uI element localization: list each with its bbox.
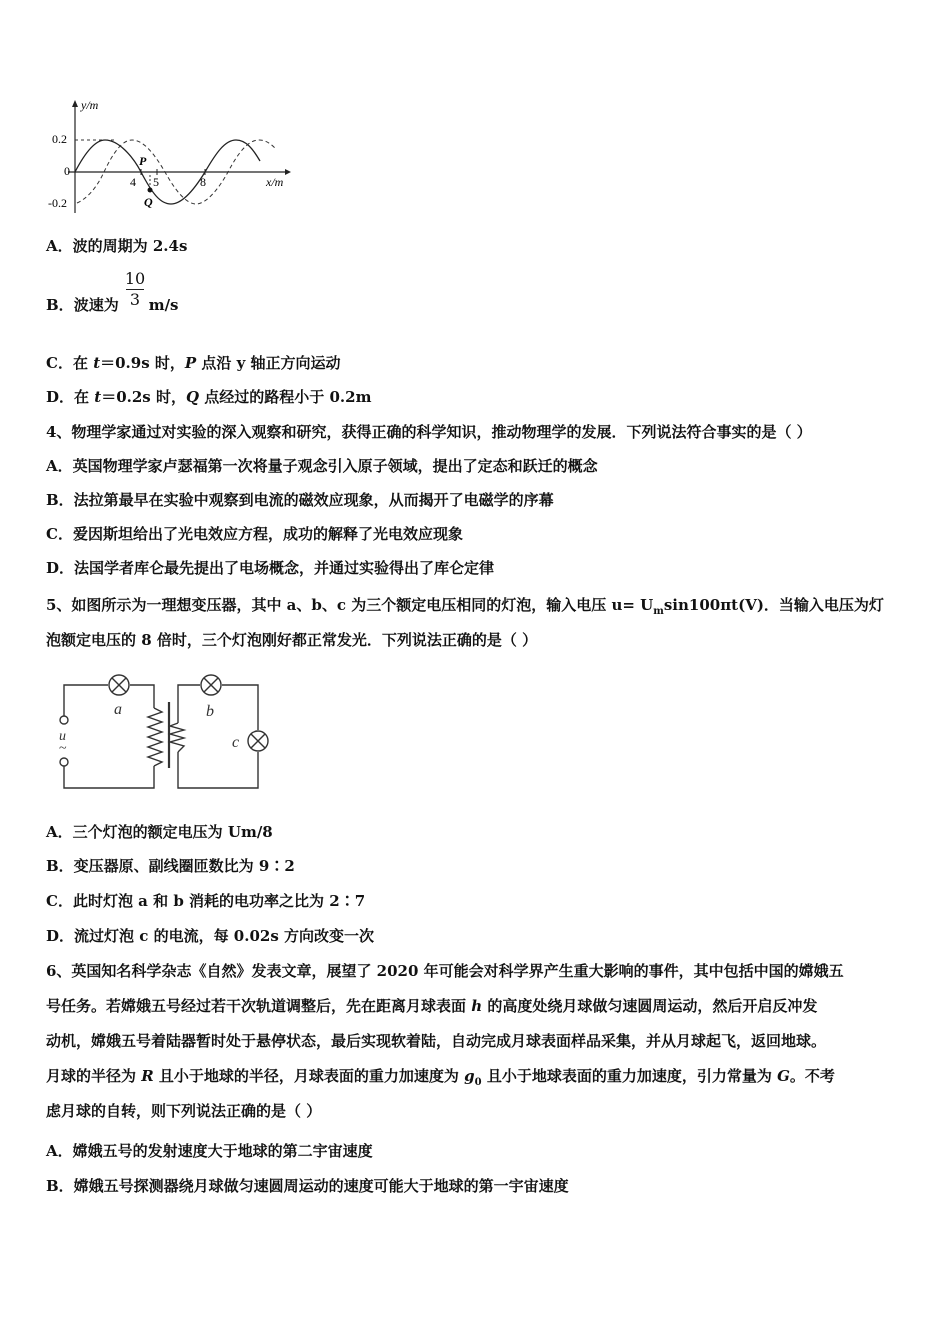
- point-q-label: Q: [144, 195, 153, 209]
- q3-c-letter: C．: [46, 354, 73, 372]
- x-tick-5: 5: [153, 175, 159, 189]
- input-terminal-bottom: [60, 758, 68, 766]
- q3-option-a: [46, 236, 187, 256]
- q5-option-a: A．三个灯泡的额定电压为 Um/8: [46, 823, 273, 841]
- q3-c-p3: 点沿 y 轴正方向运动: [196, 354, 341, 372]
- q6-l4-R: R: [141, 1067, 154, 1085]
- y-axis-label: y/m: [81, 98, 99, 112]
- primary-coil: [148, 708, 162, 766]
- q4-option-c: C．爱因斯坦给出了光电效应方程，成功的解释了光电效应现象: [46, 525, 463, 543]
- q6-option-a: A．嫦娥五号的发射速度大于地球的第二宇宙速度: [46, 1142, 373, 1160]
- q3-b-prefix: 波速为: [73, 296, 119, 314]
- q3-a-text: 波的周期为 2.4s: [72, 237, 188, 255]
- q5-stem-line1: [46, 595, 884, 622]
- q3-b-denominator: 3: [129, 290, 141, 309]
- q4-option-d: D．法国学者库仑最先提出了电场概念，并通过实验得出了库仑定律: [46, 559, 495, 577]
- y-tick-0: 0.2: [52, 132, 67, 146]
- point-q-dot: [148, 188, 153, 193]
- x-tick-8: 8: [200, 175, 206, 189]
- q6-l4-g: g: [464, 1067, 475, 1085]
- transformer-circuit: [50, 668, 280, 804]
- input-u-label: u: [59, 729, 66, 744]
- q6-l4-p3: 且小于地球表面的重力加速度，引力常量为: [481, 1067, 778, 1085]
- q3-option-c: [46, 353, 341, 373]
- q3-a-letter: A．: [46, 237, 73, 255]
- q4-option-a: A．英国物理学家卢瑟福第一次将量子观念引入原子领域，提出了定态和跃迁的概念: [46, 457, 598, 475]
- q6-l2-p1: 号任务。若嫦娥五号经过若干次轨道调整后，先在距离月球表面: [46, 997, 472, 1015]
- x-tick-4: 4: [130, 175, 136, 189]
- q3-option-d: [46, 387, 371, 407]
- q5-stem-p1: 5、如图所示为一理想变压器，其中 a、b、c 为三个额定电压相同的灯泡，输入电压 u= U: [46, 596, 654, 614]
- y-axis-arrow: [72, 100, 78, 107]
- q3-c-p1: 在: [72, 354, 94, 372]
- q3-option-b: [46, 295, 179, 315]
- q3-d-point: Q: [185, 388, 200, 406]
- q6-line1: 6、英国知名科学杂志《自然》发表文章，展望了 2020 年可能会对科学界产生重大影响的事件，其中包括中国的嫦娥五: [46, 962, 844, 980]
- q5-stem-line2: 泡额定电压的 8 倍时，三个灯泡刚好都正常发光．下列说法正确的是（ ）: [46, 631, 538, 649]
- secondary-wire-bottom: [178, 752, 258, 788]
- q6-l4-G: G: [777, 1067, 790, 1085]
- q5-option-d: D．流过灯泡 c 的电流，每 0.02s 方向改变一次: [46, 927, 375, 945]
- q3-d-p2: ＝0.2s 时，: [101, 388, 186, 406]
- q6-l4-p1: 月球的半径为: [46, 1067, 142, 1085]
- q6-line2: [46, 996, 817, 1016]
- point-p-label: P: [139, 154, 147, 168]
- q3-c-p2: ＝0.9s 时，: [100, 354, 185, 372]
- q6-l4-p4: 。不考: [789, 1067, 835, 1085]
- q3-d-p3: 点经过的路程小于 0.2m: [199, 388, 372, 406]
- secondary-wire-right: [222, 685, 258, 730]
- primary-wire-bottom: [64, 766, 154, 788]
- q3-b-letter: B．: [46, 296, 74, 314]
- q3-d-p1: 在: [74, 388, 95, 406]
- q3-c-point: P: [184, 354, 197, 372]
- input-ac-symbol: ~: [59, 741, 67, 756]
- secondary-coil: [170, 723, 184, 752]
- input-terminal-top: [60, 716, 68, 724]
- q6-l2-var: h: [471, 997, 483, 1015]
- q3-b-fraction: [124, 270, 146, 309]
- lamp-c-label: c: [232, 734, 240, 751]
- q6-l4-p2: 且小于地球的半径，月球表面的重力加速度为: [153, 1067, 465, 1085]
- q3-b-unit: m/s: [148, 296, 179, 314]
- lamp-b-label: b: [206, 703, 214, 720]
- secondary-wire-top: [178, 685, 200, 723]
- q5-option-b: B．变压器原、副线圈匝数比为 9∶2: [46, 857, 295, 875]
- q3-d-letter: D．: [46, 388, 75, 406]
- lamp-a-label: a: [114, 701, 122, 718]
- q6-option-b: B．嫦娥五号探测器绕月球做匀速圆周运动的速度可能大于地球的第一宇宙速度: [46, 1177, 569, 1195]
- q6-l2-p2: 的高度处绕月球做匀速圆周运动，然后开启反冲发: [482, 997, 818, 1015]
- y-tick-1: 0: [64, 164, 70, 178]
- q6-line3: 动机，嫦娥五号着陆器暂时处于悬停状态，最后实现软着陆，自动完成月球表面样品采集，并从月球起飞，返回地球。: [46, 1032, 827, 1050]
- primary-wire-right: [130, 685, 154, 708]
- q4-stem: 4、物理学家通过对实验的深入观察和研究，获得正确的科学知识，推动物理学的发展．下列说法符合事实的是（ ）: [46, 423, 812, 441]
- y-tick-2: -0.2: [48, 196, 67, 210]
- q6-l4-gsub: 0: [474, 1077, 482, 1088]
- x-axis-arrow: [285, 169, 291, 175]
- q3-b-numerator: 10: [124, 269, 146, 288]
- q6-line4: [46, 1066, 835, 1093]
- q3-c-var: t: [93, 354, 101, 372]
- q5-stem-sub: m: [653, 606, 664, 617]
- wave-graph: [40, 95, 300, 220]
- q5-option-c: C．此时灯泡 a 和 b 消耗的电功率之比为 2∶7: [46, 892, 366, 910]
- primary-wire-top: [64, 685, 108, 716]
- q4-option-b: B．法拉第最早在实验中观察到电流的磁效应现象，从而揭开了电磁学的序幕: [46, 491, 554, 509]
- x-axis-label: x/m: [266, 175, 284, 189]
- q6-line5: 虑月球的自转，则下列说法正确的是（ ）: [46, 1102, 322, 1120]
- q5-stem-p2: sin100πt(V)．当输入电压为灯: [663, 596, 884, 614]
- q3-d-var: t: [94, 388, 102, 406]
